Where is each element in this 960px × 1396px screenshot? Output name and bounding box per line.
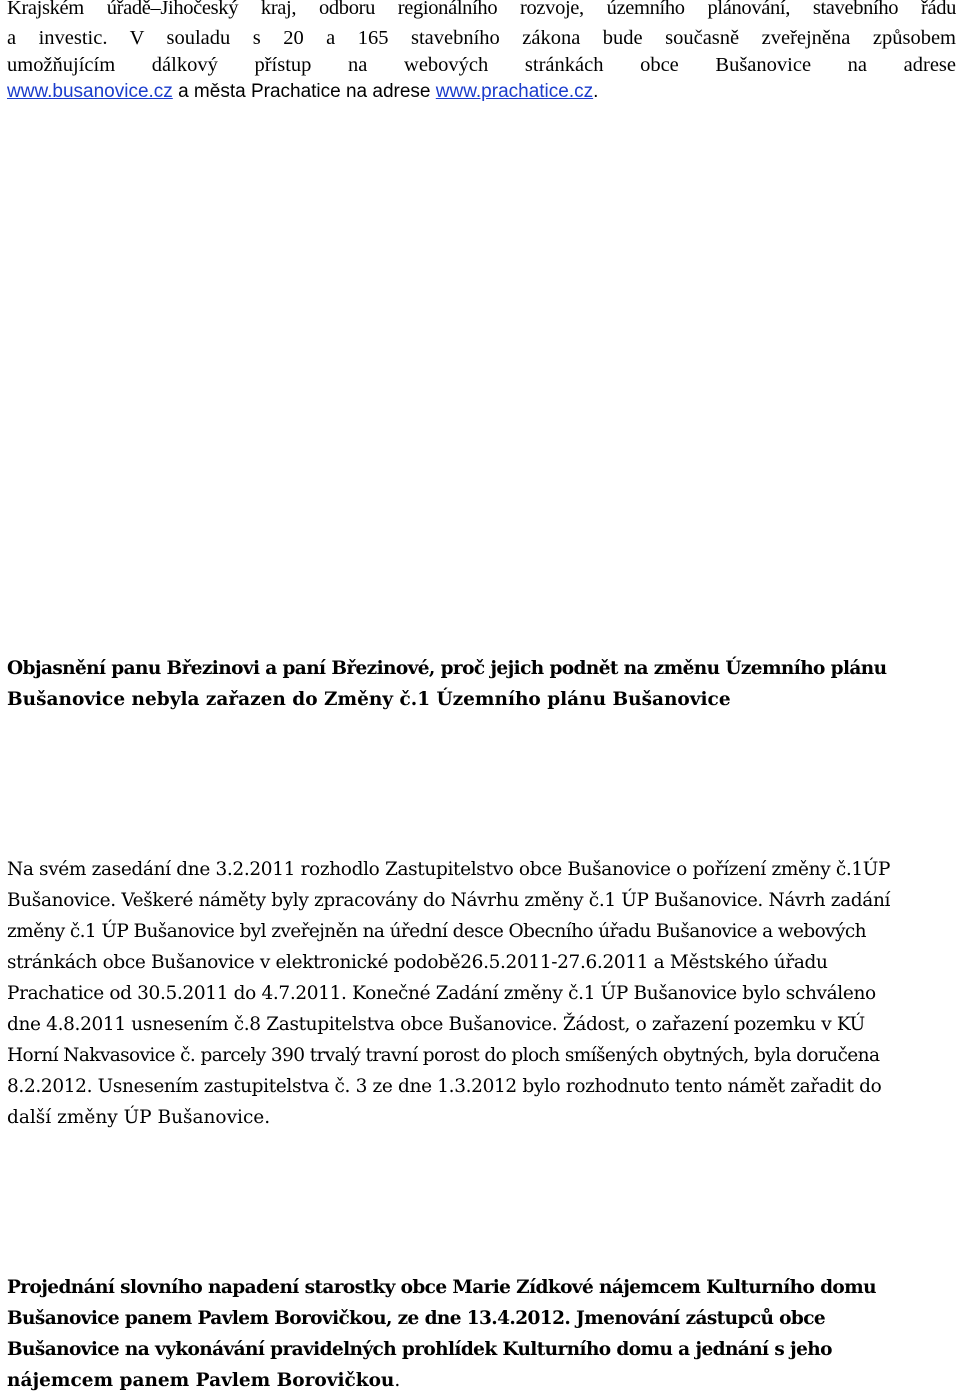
intro-line-4-end: .: [593, 81, 599, 102]
intro-line-4-mid: a města Prachatice na adrese: [172, 81, 436, 102]
section-2-line-1: Na svém zasedání dne 3.2.2011 rozhodlo Zastupitelstvo obce Bušanovice o pořízení změny č.1ÚP: [7, 859, 891, 880]
section-3-line-4-end: .: [394, 1370, 401, 1391]
intro-line-3: umožňujícím dálkový přístup na webových stránkách obce Bušanovice na adrese: [7, 54, 956, 76]
section-1-heading-line-1: Objasnění panu Březinovi a paní Březinové, proč jejich podnět na změnu Územního plánu: [7, 658, 887, 679]
intro-line-1: Krajském úřadě–Jihočeský kraj, odboru regionálního rozvoje, územního plánování, stavebního řádu: [7, 0, 956, 19]
section-2-line-8: 8.2.2012. Usnesením zastupitelstva č. 3 ze dne 1.3.2012 bylo rozhodnuto tento námět zařadit do: [7, 1076, 882, 1097]
busanovice-link[interactable]: www.busanovice.cz: [7, 81, 173, 102]
section-2-line-2: Bušanovice. Veškeré náměty byly zpracovány do Návrhu změny č.1 ÚP Bušanovice. Návrh zadání: [7, 890, 891, 911]
section-2-line-5: Prachatice od 30.5.2011 do 4.7.2011. Konečné Zadání změny č.1 ÚP Bušanovice bylo schváleno: [7, 983, 876, 1004]
section-2-line-3: změny č.1 ÚP Bušanovice byl zveřejněn na úřední desce Obecního úřadu Bušanovice a webových: [7, 921, 866, 942]
section-2-line-6: dne 4.8.2011 usnesením č.8 Zastupitelstva obce Bušanovice. Žádost, o zařazení pozemku v KÚ: [7, 1014, 865, 1035]
section-2-line-9: další změny ÚP Bušanovice.: [7, 1107, 271, 1128]
section-3-heading-line-2: Bušanovice panem Pavlem Borovičkou, ze dne 13.4.2012. Jmenování zástupců obce: [7, 1308, 826, 1329]
section-3-heading-line-3: Bušanovice na vykonávání pravidelných prohlídek Kulturního domu a jednání s jeho: [7, 1339, 832, 1360]
intro-line-4: [7, 80, 598, 104]
section-3-heading-line-4: [7, 1369, 400, 1393]
section-2-line-4: stránkách obce Bušanovice v elektronické podobě26.5.2011-27.6.2011 a Městského úřadu: [7, 952, 828, 973]
section-1-heading-line-2: Bušanovice nebyla zařazen do Změny č.1 Územního plánu Bušanovice: [7, 689, 731, 710]
intro-line-2: a investic. V souladu s 20 a 165 stavebního zákona bude současně zveřejněna způsobem: [7, 27, 956, 49]
prachatice-link[interactable]: www.prachatice.cz: [435, 81, 594, 102]
section-3-heading-line-1: Projednání slovního napadení starostky obce Marie Zídkové nájemcem Kulturního domu: [7, 1277, 876, 1298]
section-3-line-4-bold: nájemcem panem Pavlem Borovičkou: [7, 1370, 395, 1391]
section-2-line-7: Horní Nakvasovice č. parcely 390 trvalý travní porost do ploch smíšených obytných, byla doručena: [7, 1045, 880, 1066]
